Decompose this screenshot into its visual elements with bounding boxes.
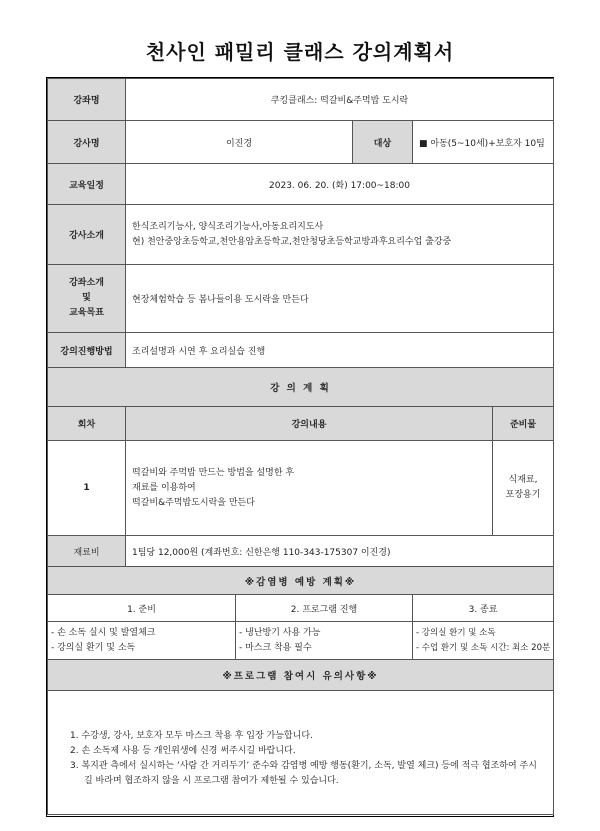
- instructor-value: 이진경: [126, 121, 353, 164]
- course-label: 강좌명: [48, 79, 126, 121]
- intro-row: [48, 205, 554, 265]
- prevention-section-header: [48, 567, 554, 595]
- prevention-items-row: [48, 622, 554, 660]
- prevention-column-header: [48, 595, 554, 622]
- prevention-item: - 손 소독 실시 및 발열체크: [51, 627, 156, 638]
- instructor-label: 강사명: [48, 121, 126, 164]
- prevention-col-prepare: 1. 준비: [48, 595, 236, 622]
- prevention-item: - 마스크 착용 필수: [239, 642, 312, 653]
- content-line: 떡갈비&주먹밥도시락을 만든다: [132, 497, 255, 508]
- plan-section-title: 강 의 계 획: [48, 368, 554, 407]
- prevention-item: - 냉난방기 사용 가능: [239, 627, 321, 638]
- prevention-item: - 강의실 환기 및 소독: [51, 642, 136, 653]
- goal-label-line: 및: [82, 293, 91, 303]
- target-label: 대상: [353, 121, 413, 164]
- notice-item: 1. 수강생, 강사, 보호자 모두 마스크 착용 후 입장 가능합니다.: [70, 731, 313, 741]
- plan-column-header: [48, 407, 554, 441]
- schedule-row: [48, 164, 554, 205]
- prevention-col-progress: 2. 프로그램 진행: [236, 595, 413, 622]
- target-value: ■ 아동(5~10세)+보호자 10팀: [413, 121, 554, 164]
- course-value: 쿠킹클래스: 떡갈비&주먹밥 도시락: [126, 79, 554, 121]
- fee-label: 재료비: [48, 536, 126, 567]
- method-row: [48, 333, 554, 368]
- session-content: [126, 441, 493, 536]
- prevention-finish-items: [413, 622, 554, 660]
- content-column-header: 강의내용: [126, 407, 493, 441]
- goal-label-line: 강좌소개: [69, 278, 104, 288]
- goal-label-line: 교육목표: [69, 308, 104, 318]
- content-line: 재료를 이용하여: [132, 482, 196, 493]
- plan-session-row: [48, 441, 554, 536]
- instructor-row: [48, 121, 554, 164]
- prevention-item: - 강의실 환기 및 소독: [416, 627, 496, 638]
- course-row: [48, 79, 554, 121]
- intro-line: 현) 천안중앙초등학교,천안용암초등학교,천안청당초등학교방과후요리수업 출강중: [132, 236, 452, 247]
- supplies-line: 식재료,: [508, 475, 538, 485]
- notice-list: [48, 691, 554, 815]
- prevention-progress-items: [236, 622, 413, 660]
- goal-value: 현장체험학습 등 봄나들이용 도시락을 만든다: [126, 265, 554, 333]
- page-title: 천사인 패밀리 클래스 강의계획서: [145, 40, 455, 64]
- method-label: 강의진행방법: [48, 333, 126, 368]
- fee-value: 1팀당 12,000원 (계좌번호: 신한은행 110-343-175307 이진경): [126, 536, 554, 567]
- intro-value: [126, 205, 554, 265]
- schedule-label: 교육일정: [48, 164, 126, 205]
- goal-label: [48, 265, 126, 333]
- content-line: 떡갈비와 주먹밥 만드는 방법을 설명한 후: [132, 467, 295, 478]
- supplies-line: 포장용기: [505, 490, 541, 500]
- notice-section-header: [48, 660, 554, 691]
- lecture-plan-table: [47, 78, 554, 815]
- fee-row: [48, 536, 554, 567]
- session-column-header: 회차: [48, 407, 126, 441]
- prevention-section-title: ※감염병 예방 계획※: [48, 567, 554, 595]
- lecture-plan-form: [46, 77, 554, 817]
- notice-item: 2. 손 소독제 사용 등 개인위생에 신경 써주시길 바랍니다.: [70, 746, 296, 756]
- notice-item: 3. 복지관 측에서 실시하는 ‘사람 간 거리두기’ 준수와 감염병 예방 행동(환기, 소독, 발열 체크) 등에 적극 협조하여 주시길 바라며 협조하지 않을 시 프로그램 참여가 제한될 수 있습니다.: [70, 761, 537, 786]
- schedule-value: 2023. 06. 20. (화) 17:00~18:00: [126, 164, 554, 205]
- plan-section-header: [48, 368, 554, 407]
- intro-label: 강사소개: [48, 205, 126, 265]
- prevention-item: - 수업 환기 및 소독 시간: 최소 20분: [416, 642, 551, 653]
- session-supplies: [493, 441, 554, 536]
- notice-section-title: ※프로그램 참여시 유의사항※: [48, 660, 554, 691]
- prevention-col-finish: 3. 종료: [413, 595, 554, 622]
- session-number: 1: [48, 441, 126, 536]
- notice-row: [48, 691, 554, 815]
- goal-row: [48, 265, 554, 333]
- supplies-column-header: 준비물: [493, 407, 554, 441]
- method-value: 조리설명과 시연 후 요리실습 진행: [126, 333, 554, 368]
- prevention-prepare-items: [48, 622, 236, 660]
- intro-line: 한식조리기능사, 양식조리기능사,아동요리지도사: [132, 221, 324, 232]
